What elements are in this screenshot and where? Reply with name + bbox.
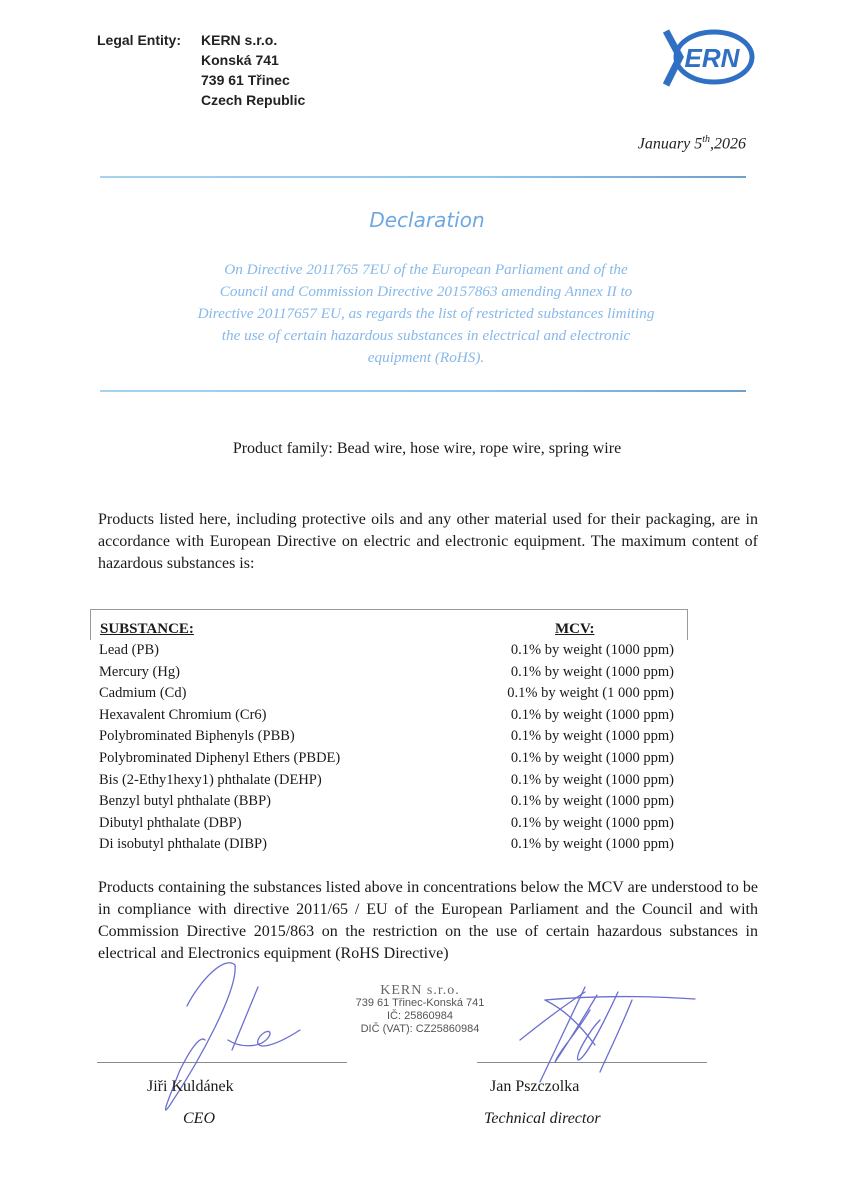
table-row — [90, 813, 688, 835]
mcv-cell: 0.1% by weight (1000 ppm) — [510, 663, 674, 680]
entity-name: KERN s.r.o. — [201, 32, 278, 48]
mcv-cell: 0.1% by weight (1000 ppm) — [510, 793, 674, 810]
date-ordinal: th — [702, 134, 710, 145]
table-row — [90, 683, 688, 705]
substance-cell: Cadmium (Cd) — [99, 685, 187, 702]
entity-country: Czech Republic — [201, 92, 306, 108]
table-row — [90, 834, 688, 856]
table-row — [90, 662, 688, 684]
declaration-body — [150, 259, 702, 369]
header-substance: SUBSTANCE: — [100, 621, 194, 637]
mcv-cell: 0.1% by weight (1000 ppm) — [510, 728, 674, 745]
signatory-name-ceo: Jiři Kuldánek — [147, 1078, 234, 1095]
table-row — [90, 705, 688, 727]
table-row — [90, 748, 688, 770]
product-family: Product family: Bead wire, hose wire, rope wire, spring wire — [232, 440, 622, 457]
table-row — [90, 726, 688, 748]
stamp-company: KERN s.r.o. — [380, 983, 460, 998]
signatory-title-ceo: CEO — [183, 1110, 215, 1127]
stamp-vat-id: DIČ (VAT): CZ25860984 — [360, 1023, 480, 1035]
legal-entity-label: Legal Entity: — [97, 32, 182, 48]
signatory-name-technical-director: Jan Pszczolka — [490, 1078, 580, 1095]
signatory-title-technical-director: Technical director — [484, 1110, 601, 1127]
declaration-line: Directive 20117657 EU, as regards the list of restricted substances limiting — [197, 305, 655, 322]
svg-text:ERN: ERN — [684, 43, 740, 73]
intro-paragraph: Products listed here, including protective oils and any other material used for their packaging, are in accordance with European Directive on electric and electronic equipment. The maximum content of hazardous substances is: — [98, 511, 758, 572]
compliance-paragraph: Products containing the substances listed above in concentrations below the MCV are understood to be in compliance with directive 2011/65 / EU of the European Parliament and the Council and with Commission Directive 2015/863 on the restriction on the use of certain hazardous substances in electrical and Electronics equipment (RoHS Directive) — [98, 879, 758, 962]
declaration-line: Council and Commission Directive 20157863 amending Annex II to — [219, 283, 633, 300]
mcv-cell: 0.1% by weight (1000 ppm) — [510, 749, 674, 766]
mcv-cell: 0.1% by weight (1000 ppm) — [510, 771, 674, 788]
table-row — [90, 791, 688, 813]
substance-cell: Mercury (Hg) — [99, 663, 180, 680]
substance-cell: Hexavalent Chromium (Cr6) — [99, 706, 267, 723]
kern-logo — [660, 27, 756, 87]
document-date: January 5th,2026 — [637, 134, 746, 153]
signature-technical-director — [520, 987, 695, 1082]
mcv-cell: 0.1% by weight (1000 ppm) — [510, 642, 674, 658]
stamp-company-id: IČ: 25860984 — [386, 1010, 454, 1022]
legal-entity-address — [201, 30, 305, 110]
substance-cell: Lead (PB) — [99, 642, 159, 658]
declaration-line: equipment (RoHS). — [367, 349, 485, 366]
substance-cell: Bis (2-Ethy1hexy1) phthalate (DEHP) — [99, 771, 322, 788]
company-stamp — [330, 984, 510, 1036]
substances-table — [90, 609, 688, 856]
table-header — [90, 609, 688, 640]
table-row — [90, 770, 688, 792]
substance-cell: Polybrominated Diphenyl Ethers (PBDE) — [99, 749, 341, 766]
substance-cell: Di isobutyl phthalate (DIBP) — [99, 836, 267, 853]
stamp-address: 739 61 Třinec-Konská 741 — [355, 997, 485, 1009]
mcv-cell: 0.1% by weight (1000 ppm) — [510, 814, 674, 831]
substance-cell: Polybrominated Biphenyls (PBB) — [99, 728, 295, 745]
divider-top — [100, 176, 746, 178]
table-row — [90, 640, 688, 662]
declaration-line: the use of certain hazardous substances in electrical and electronic — [221, 327, 631, 344]
mcv-cell: 0.1% by weight (1 000 ppm) — [507, 685, 674, 702]
declaration-line: On Directive 2011765 7EU of the European Parliament and of the — [224, 261, 628, 278]
signature-line-technical-director — [477, 1062, 707, 1063]
substance-cell: Dibutyl phthalate (DBP) — [99, 814, 242, 831]
header-mcv: MCV: — [555, 621, 595, 637]
mcv-cell: 0.1% by weight (1000 ppm) — [510, 836, 674, 853]
entity-street: Konská 741 — [201, 52, 279, 68]
divider-bottom — [100, 390, 746, 392]
substance-cell: Benzyl butyl phthalate (BBP) — [99, 793, 271, 810]
signature-line-ceo — [97, 1062, 347, 1063]
declaration-title: Declaration — [369, 208, 485, 232]
entity-city: 739 61 Třinec — [201, 72, 290, 88]
mcv-cell: 0.1% by weight (1000 ppm) — [510, 706, 674, 723]
